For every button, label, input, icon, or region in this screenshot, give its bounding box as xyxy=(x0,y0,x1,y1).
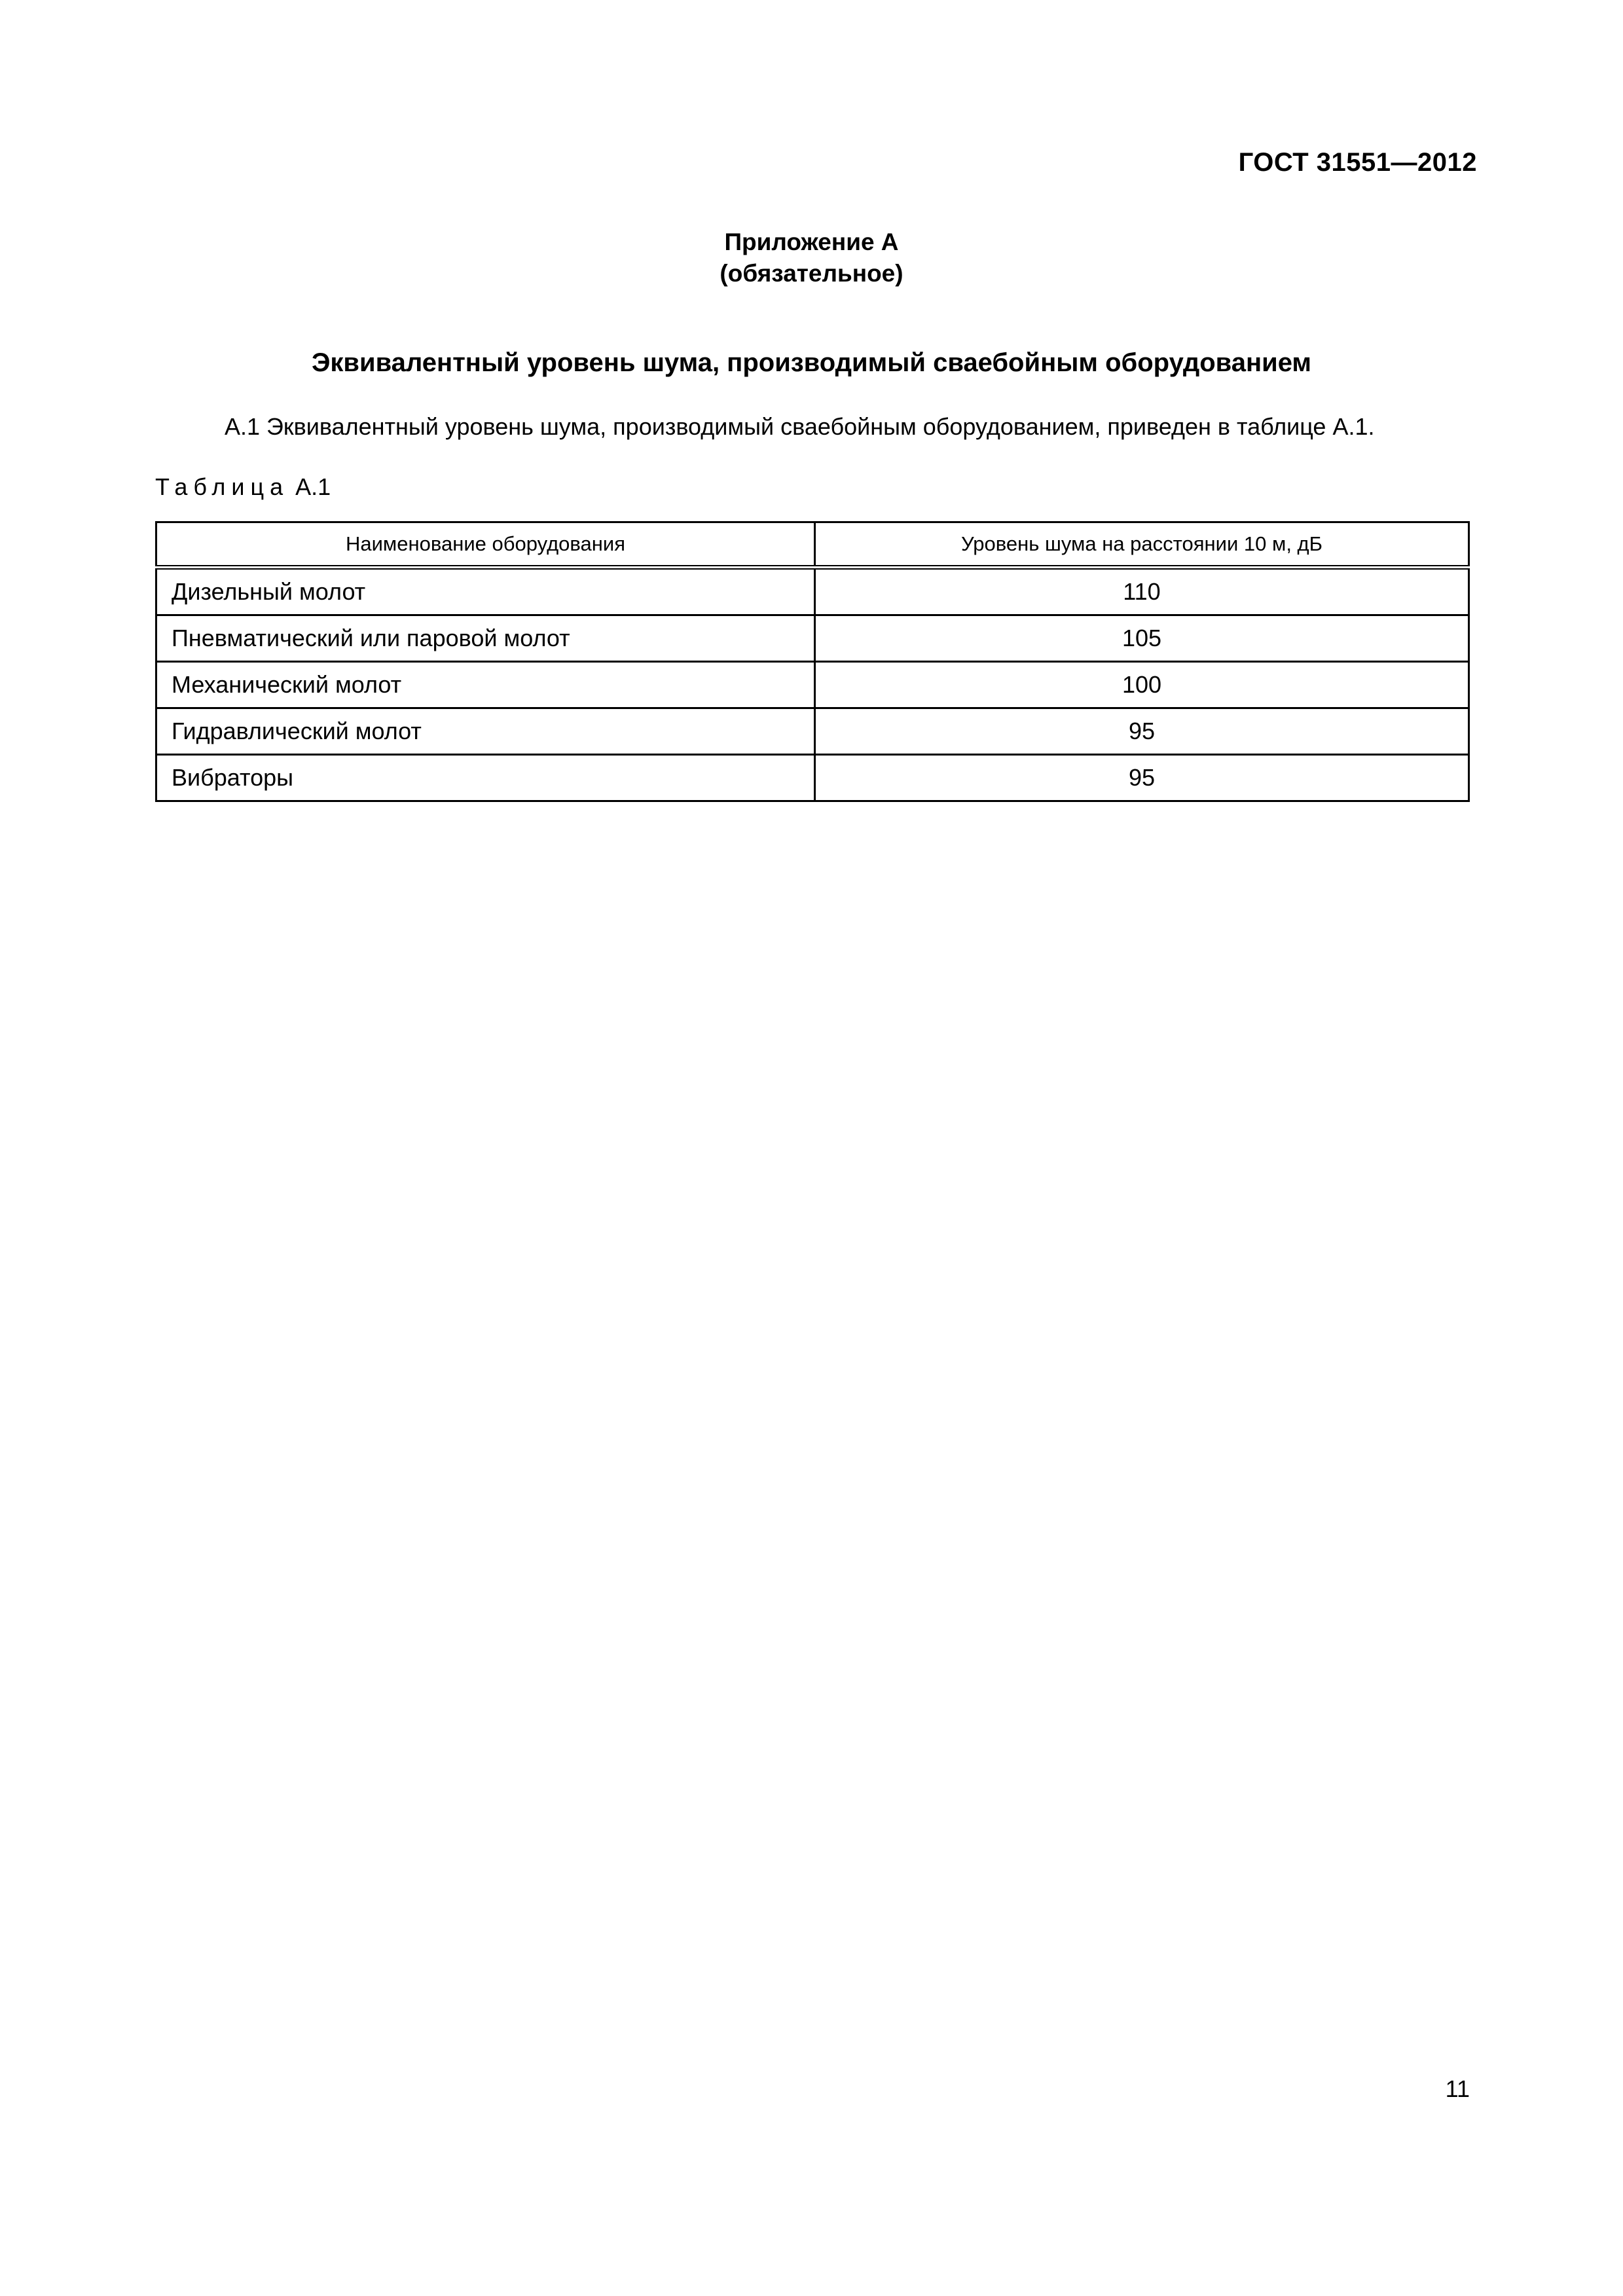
table-row xyxy=(156,615,1469,662)
section-heading: Эквивалентный уровень шума, производимый сваебойным оборудованием xyxy=(311,348,1312,377)
page-number: 11 xyxy=(1445,2075,1470,2102)
table-row xyxy=(156,708,1469,755)
table-row xyxy=(156,662,1469,708)
noise-level-cell: 110 xyxy=(815,568,1469,615)
equipment-name-cell: Механический молот xyxy=(156,662,815,708)
document-code: ГОСТ 31551—2012 xyxy=(1238,148,1477,177)
table-caption xyxy=(155,473,331,501)
table-row xyxy=(156,755,1469,801)
noise-level-cell: 100 xyxy=(815,662,1469,708)
column-header-equipment: Наименование оборудования xyxy=(156,522,815,568)
table-caption-number: А.1 xyxy=(295,473,331,500)
appendix-title: Приложение А xyxy=(724,228,899,255)
appendix-status: (обязательное) xyxy=(720,260,903,287)
table-header-row xyxy=(156,522,1469,568)
table-caption-word: Таблица xyxy=(155,473,289,500)
noise-level-cell: 95 xyxy=(815,755,1469,801)
equipment-name-cell: Пневматический или паровой молот xyxy=(156,615,815,662)
appendix-header xyxy=(0,227,1623,289)
column-header-noise-level: Уровень шума на расстоянии 10 м, дБ xyxy=(815,522,1469,568)
equipment-name-cell: Дизельный молот xyxy=(156,568,815,615)
noise-level-cell: 95 xyxy=(815,708,1469,755)
equipment-name-cell: Вибраторы xyxy=(156,755,815,801)
equipment-name-cell: Гидравлический молот xyxy=(156,708,815,755)
noise-level-table xyxy=(155,521,1470,802)
table-row xyxy=(156,568,1469,615)
noise-level-cell: 105 xyxy=(815,615,1469,662)
section-paragraph: А.1 Эквивалентный уровень шума, производимый сваебойным оборудованием, приведен в таблице А.1. xyxy=(225,413,1375,440)
